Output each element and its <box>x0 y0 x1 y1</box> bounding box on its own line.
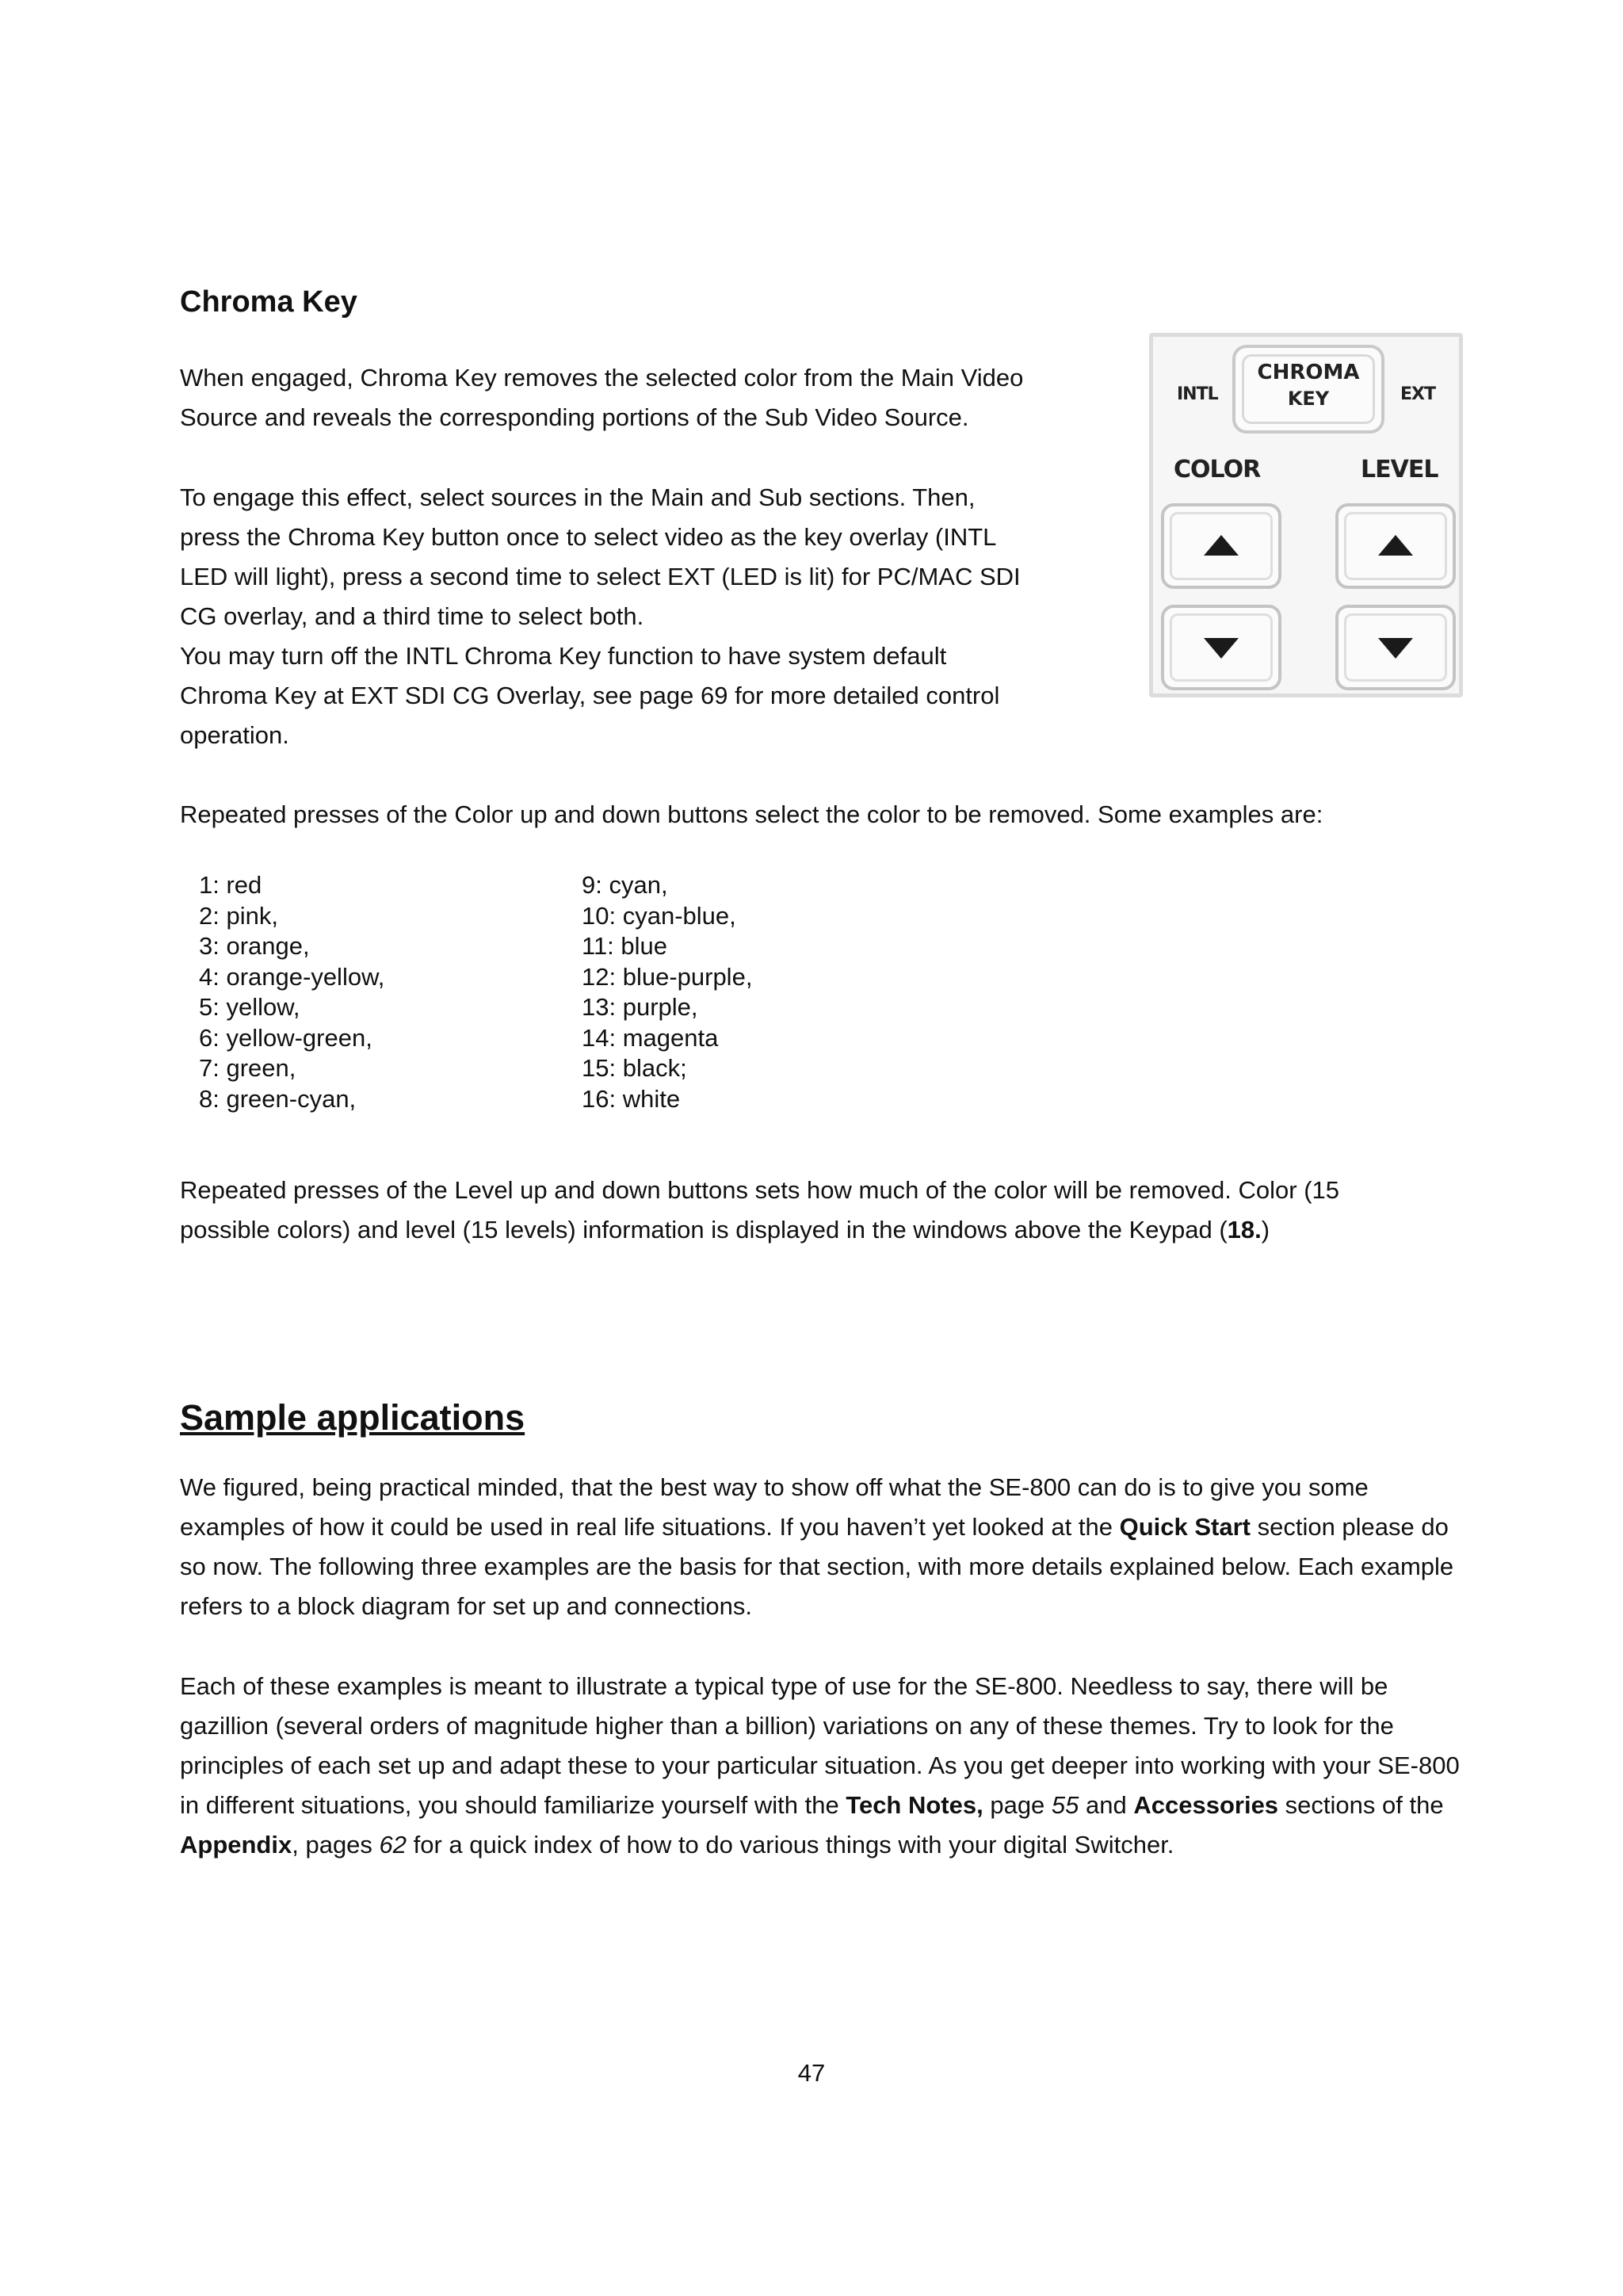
list-item: 5: yellow, <box>199 993 300 1021</box>
list-item: 8: green-cyan, <box>199 1084 357 1113</box>
chroma-key-button[interactable] <box>1232 345 1384 434</box>
list-item: 3: orange, <box>199 932 310 960</box>
page-number: 47 <box>797 2059 826 2087</box>
list-item: 11: blue <box>582 932 668 960</box>
text-line: CG overlay, and a third time to select both. <box>180 602 644 630</box>
color-down-button[interactable] <box>1161 605 1281 690</box>
text-line: press the Chroma Key button once to select video as the key overlay (INTL <box>180 523 997 551</box>
list-item: 1: red <box>199 871 262 899</box>
color-label: COLOR <box>1174 456 1261 483</box>
text-line: possible colors) and level (15 levels) information is displayed in the windows above the Keypad (18.) <box>180 1216 1270 1244</box>
chroma-key-engage-instructions <box>180 478 1107 755</box>
text-line: When engaged, Chroma Key removes the selected color from the Main Video <box>180 364 1024 392</box>
list-item: 9: cyan, <box>582 871 668 899</box>
list-item: 6: yellow-green, <box>199 1023 372 1052</box>
color-list-right <box>582 870 752 1114</box>
key-label: KEY <box>1287 388 1330 410</box>
chroma-key-panel-image <box>1149 333 1463 697</box>
text-line: Chroma Key at EXT SDI CG Overlay, see page 69 for more detailed control <box>180 682 1000 709</box>
ext-label: EXT <box>1400 384 1435 404</box>
color-list-left <box>199 870 384 1114</box>
list-item: 12: blue-purple, <box>582 962 753 991</box>
text-line: Source and reveals the corresponding portions of the Sub Video Source. <box>180 403 969 431</box>
sample-applications-heading: Sample applications <box>180 1397 525 1438</box>
list-item: 2: pink, <box>199 901 278 930</box>
chroma-key-heading: Chroma Key <box>180 285 357 319</box>
triangle-down-icon <box>1378 638 1413 659</box>
triangle-down-icon <box>1204 638 1239 659</box>
level-up-button[interactable] <box>1335 503 1456 589</box>
color-buttons-description: Repeated presses of the Color up and down buttons select the color to be removed. Some examples are: <box>180 800 1323 828</box>
list-item: 15: black; <box>582 1054 687 1082</box>
triangle-up-icon <box>1204 535 1239 556</box>
list-item: 10: cyan-blue, <box>582 901 736 930</box>
triangle-up-icon <box>1378 535 1413 556</box>
list-item: 16: white <box>582 1084 681 1113</box>
chroma-label: CHROMA <box>1257 361 1360 384</box>
list-item: 13: purple, <box>582 993 698 1021</box>
list-item: 4: orange-yellow, <box>199 962 385 991</box>
intl-label: INTL <box>1177 384 1218 404</box>
list-item: 7: green, <box>199 1054 296 1082</box>
text-line: You may turn off the INTL Chroma Key function to have system default <box>180 642 947 670</box>
sample-applications-details: Each of these examples is meant to illustrate a typical type of use for the SE-800. Needless to say, there will be gazillion (several orders of magnitude higher than a billion) variations on any of these themes. Try to look for the principles of each set up and adapt these to your particular situation. As you get deeper into working with your SE-800 in different situations, you should familiarize yourself with the Tech Notes, page 55 and Accessories sections of the Appendix, pages 62 for a quick index of how to do various things with your digital Switcher. <box>180 1672 1460 1859</box>
text-line: Repeated presses of the Level up and down buttons sets how much of the color will be removed. Color (15 <box>180 1176 1339 1204</box>
sample-applications-intro: We figured, being practical minded, that the best way to show off what the SE-800 can do is to give you some examples of how it could be used in real life situations. If you haven’t yet looked at the Quick Start section please do so now. The following three examples are the basis for that section, with more details explained below. Each example refers to a block diagram for set up and connections. <box>180 1473 1454 1620</box>
level-down-button[interactable] <box>1335 605 1456 690</box>
text-line: LED will light), press a second time to select EXT (LED is lit) for PC/MAC SDI <box>180 563 1021 590</box>
level-label: LEVEL <box>1361 456 1438 483</box>
list-item: 14: magenta <box>582 1023 719 1052</box>
color-up-button[interactable] <box>1161 503 1281 589</box>
chroma-key-intro <box>180 358 1107 437</box>
text-line: To engage this effect, select sources in the Main and Sub sections. Then, <box>180 483 976 511</box>
level-buttons-description <box>180 1171 1464 1250</box>
text-line: operation. <box>180 721 289 749</box>
